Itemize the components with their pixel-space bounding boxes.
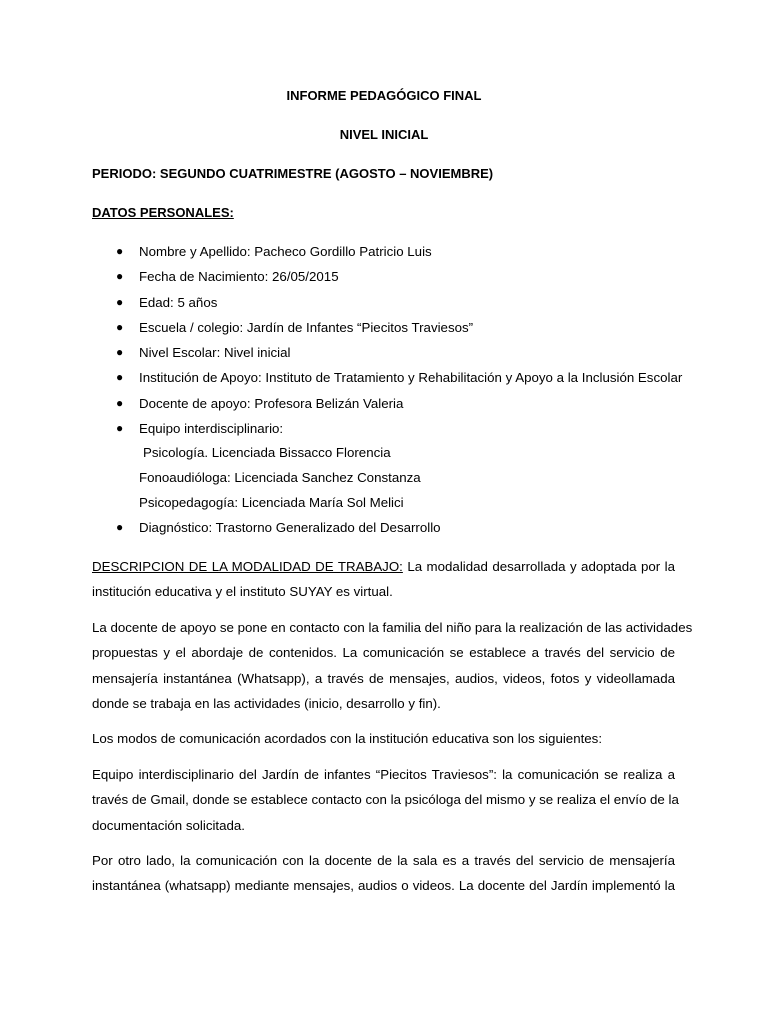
diagnosis-item: Diagnóstico: Trastorno Generalizado del Desarrollo — [139, 520, 441, 535]
bullet-icon: ● — [116, 520, 124, 534]
team-member-psychology: Psicología. Licenciada Bissacco Florencia — [143, 445, 391, 460]
bullet-icon: ● — [116, 370, 124, 385]
list-item: ● Equipo interdisciplinario: — [116, 421, 284, 437]
paragraph-teacher-communication: Por otro lado, la comunicación con la docente de la sala es a través del servicio de mensajería instantánea (whatsapp) mediante mensajes, audios o videos. La docente del Jardín implementó la — [92, 853, 675, 894]
document-title: INFORME PEDAGÓGICO FINAL — [286, 88, 482, 103]
list-item: ● Nivel Escolar: Nivel inicial — [116, 345, 291, 361]
list-item: ● Institución de Apoyo: Instituto de Tratamiento y Rehabilitación y Apoyo a la Inclusión Escolar — [116, 370, 683, 386]
paragraph-team-communication: Equipo interdisciplinario del Jardín de infantes “Piecitos Traviesos”: la comunicación se realiza a través de Gmail, donde se establece contacto con la psicóloga del mismo y se realiza el envío de la documentación solicitada. — [92, 767, 679, 833]
team-member-psychopedagogy: Psicopedagogía: Licenciada María Sol Melici — [139, 495, 404, 510]
list-item: ● Docente de apoyo: Profesora Belizán Valeria — [116, 395, 404, 411]
list-item: ● Fecha de Nacimiento: 26/05/2015 — [116, 269, 339, 285]
list-item: ● Nombre y Apellido: Pacheco Gordillo Patricio Luis — [116, 244, 432, 259]
team-member-speech: Fonoaudióloga: Licenciada Sanchez Constanza — [139, 470, 421, 485]
list-item: ● Escuela / colegio: Jardín de Infantes “Piecitos Traviesos” — [116, 319, 474, 335]
bullet-icon: ● — [116, 395, 124, 410]
period-heading: PERIODO: SEGUNDO CUATRIMESTRE (AGOSTO – NOVIEMBRE) — [92, 166, 494, 181]
bullet-icon: ● — [116, 244, 124, 258]
personal-data-list — [92, 243, 692, 445]
document-level: NIVEL INICIAL — [339, 127, 429, 142]
personal-data-heading: DATOS PERSONALES: — [92, 205, 234, 220]
bullet-icon: ● — [116, 345, 124, 360]
bullet-icon: ● — [116, 319, 124, 334]
paragraph-communication-modes: Los modos de comunicación acordados con la institución educativa son los siguientes: — [92, 731, 603, 746]
list-item: ● Edad: 5 años — [116, 294, 218, 310]
bullet-icon: ● — [116, 421, 124, 436]
modality-paragraph: DESCRIPCION DE LA MODALIDAD DE TRABAJO: La modalidad desarrollada y adoptada por la institución educativa y el instituto SUYAY es virtual. — [92, 559, 675, 600]
paragraph-contact: La docente de apoyo se pone en contacto con la familia del niño para la realización de las actividades propuestas y el abordaje de contenidos. La comunicación se establece a través del servicio de mensajería instantánea (Whatsapp), a través de mensajes, audios, videos, fotos y videollamada donde se trabaja en las actividades (inicio, desarrollo y fin). — [92, 620, 693, 711]
bullet-icon: ● — [116, 294, 124, 309]
bullet-icon: ● — [116, 269, 124, 284]
modality-heading: DESCRIPCION DE LA MODALIDAD DE TRABAJO: — [92, 559, 403, 574]
